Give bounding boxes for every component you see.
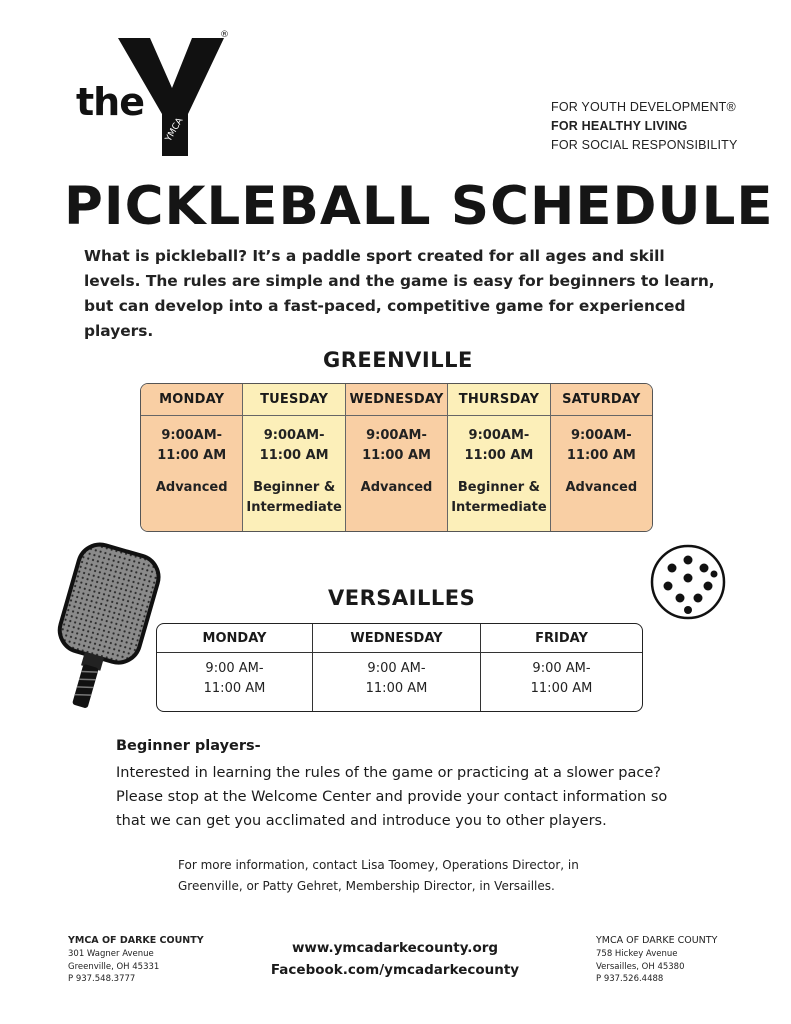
greenville-column-monday [141,384,243,531]
greenville-column-thursday [448,384,550,531]
logo-ymca-text: YMCA [163,116,186,144]
footer-address-greenville [68,934,204,986]
greenville-day-header: THURSDAY [448,384,549,416]
footer-city: Versailles, OH 45380 [596,961,685,972]
greenville-level: Advanced [155,480,228,495]
page-title: PICKLEBALL SCHEDULE [64,176,774,237]
pickleball-ball-icon [648,542,728,622]
greenville-time-end: 11:00 AM [464,448,534,463]
beginner-players-heading: Beginner players- [116,738,261,754]
footer-org-name: YMCA OF DARKE COUNTY [596,935,718,946]
logo-the-text: the [76,80,144,124]
tagline-line-3: FOR SOCIAL RESPONSIBILITY [551,138,738,152]
versailles-time-start: 9:00 AM- [532,661,591,676]
versailles-day-header: WEDNESDAY [313,624,480,653]
versailles-schedule-table [156,623,643,712]
greenville-time-end: 11:00 AM [362,448,431,463]
greenville-level: Advanced [565,480,638,495]
greenville-time-start: 9:00AM- [468,428,530,443]
greenville-day-header: MONDAY [141,384,242,416]
versailles-time-end: 11:00 AM [530,681,593,696]
greenville-title: GREENVILLE [323,348,473,372]
greenville-day-header: TUESDAY [243,384,344,416]
tagline [551,98,738,155]
intro-paragraph: What is pickleball? It’s a paddle sport created for all ages and skill levels. The rules are simple and the game is easy for beginners to learn, but can develop into a fast-paced, competitive game for experienced players. [84,247,715,340]
contact-info: For more information, contact Lisa Toomey, Operations Director, in Greenville, or Patty Gehret, Membership Director, in Versailles. [178,858,579,893]
footer-address-versailles [596,934,717,986]
greenville-level: Advanced [360,480,433,495]
footer-street: 758 Hickey Avenue [596,949,678,959]
facebook-link[interactable]: Facebook.com/ymcadarkecounty [270,962,520,978]
footer-org-name: YMCA OF DARKE COUNTY [68,935,204,946]
versailles-day-header: FRIDAY [481,624,642,653]
footer-links [270,937,520,981]
greenville-schedule-table [140,383,653,532]
versailles-day-header: MONDAY [157,624,312,653]
footer-city: Greenville, OH 45331 [68,961,160,972]
ymca-logo-icon [108,30,228,160]
tagline-line-1: FOR YOUTH DEVELOPMENT® [551,100,736,114]
greenville-column-wednesday [346,384,448,531]
versailles-time-start: 9:00 AM- [205,661,264,676]
beginner-players-text: Interested in learning the rules of the game or practicing at a slower pace? Please stop at the Welcome Center and provide your contact information so that we can get you acclimated and introduce you to other players. [116,765,668,829]
greenville-time-end: 11:00 AM [259,448,329,463]
greenville-column-tuesday [243,384,345,531]
greenville-day-header: SATURDAY [551,384,652,416]
versailles-column-monday [157,624,313,711]
tagline-line-2: FOR HEALTHY LIVING [551,119,688,133]
versailles-time-start: 9:00 AM- [367,661,426,676]
greenville-level: Beginner & [457,480,540,495]
greenville-level-line-2: Intermediate [451,500,547,515]
website-link[interactable]: www.ymcadarkecounty.org [291,940,499,956]
greenville-time-start: 9:00AM- [366,428,427,443]
versailles-column-friday [481,624,642,711]
footer-phone: P 937.526.4488 [596,974,664,984]
greenville-time-start: 9:00AM- [263,428,325,443]
greenville-time-start: 9:00AM- [570,428,632,443]
versailles-time-end: 11:00 AM [365,681,428,696]
versailles-time-end: 11:00 AM [203,681,266,696]
footer-street: 301 Wagner Avenue [68,949,154,959]
greenville-time-start: 9:00AM- [161,428,223,443]
greenville-day-header: WEDNESDAY [346,384,447,416]
footer-phone: P 937.548.3777 [68,974,136,984]
versailles-column-wednesday [313,624,481,711]
registered-mark: ® [220,30,229,40]
greenville-level: Beginner & [253,480,336,495]
versailles-title: VERSAILLES [328,586,476,610]
greenville-column-saturday [551,384,652,531]
pickleball-paddle-icon [40,538,170,718]
greenville-level-line-2: Intermediate [246,500,342,515]
greenville-time-end: 11:00 AM [157,448,227,463]
greenville-time-end: 11:00 AM [566,448,636,463]
